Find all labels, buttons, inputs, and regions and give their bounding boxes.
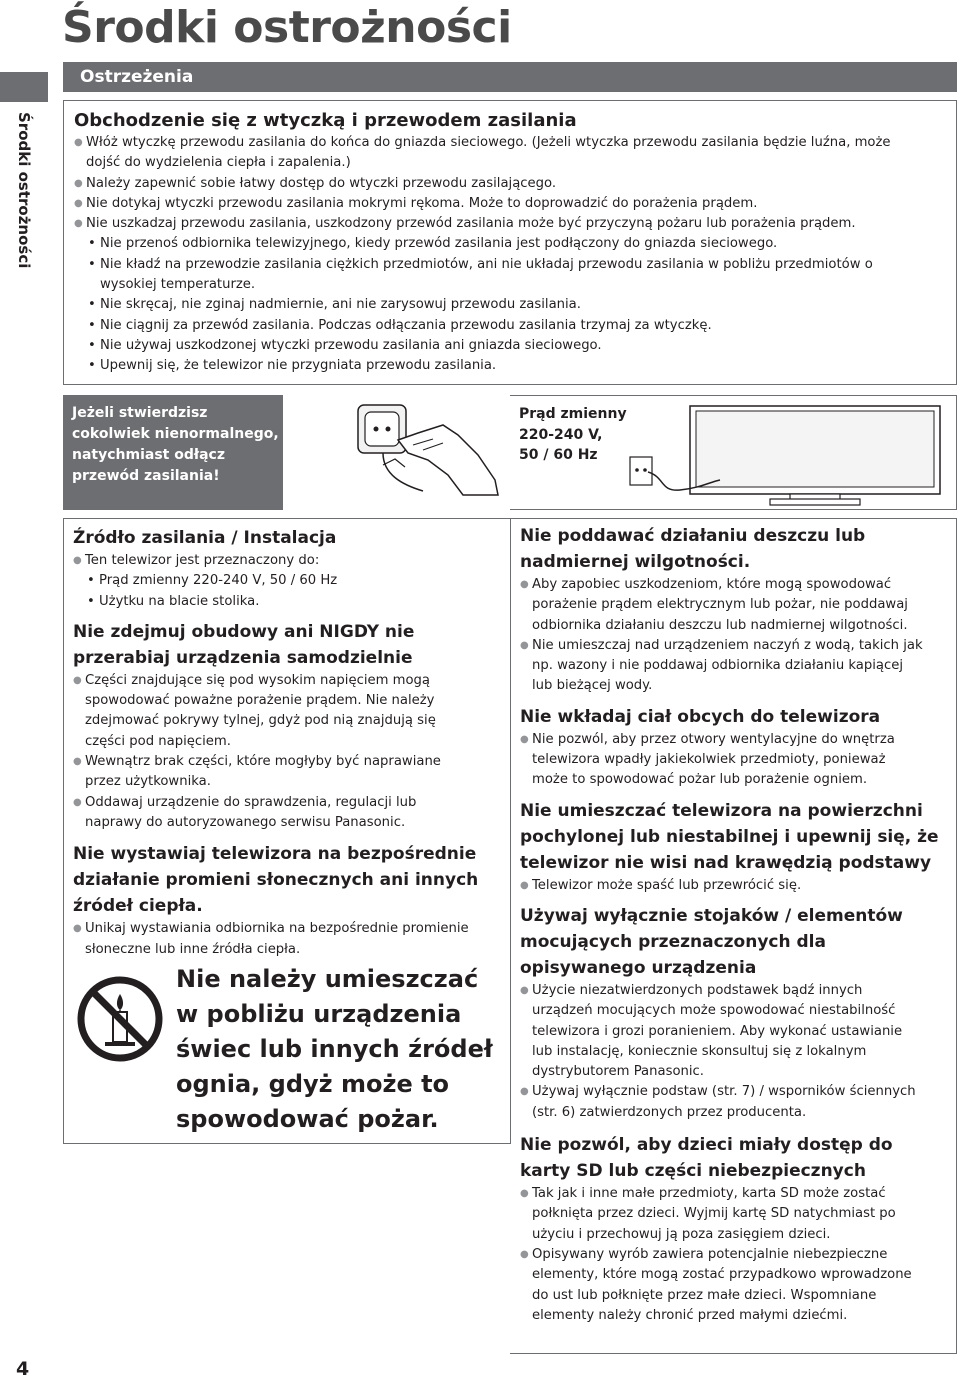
plug-handling-section [63, 100, 957, 385]
list-item: ● Opisywany wyrób zawiera potencjalnie niebezpieczne [520, 1245, 956, 1265]
list-item: ● Należy zapewnić sobie łatwy dostęp do wtyczki przewodu zasilającego. [74, 174, 956, 194]
list-item-cont: (str. 6) zatwierdzonych przez producenta. [532, 1104, 807, 1120]
list-item-cont: zdejmować pokrywy tylnej, gdyż pod nią znajdują się [85, 713, 436, 729]
list-item-cont: np. wazony i nie poddawaj odbiornika działaniu kapiącej [532, 658, 903, 674]
rain-heading: Nie poddawać działaniu deszczu lub nadmiernej wilgotności. [520, 526, 866, 572]
list-item-cont: spowodować poważne porażenie prądem. Nie należy [85, 693, 435, 709]
list-item-cont: odbiornika działaniu deszczu lub nadmiernej wilgotności. [532, 617, 908, 633]
list-item: ● Nie uszkadzaj przewodu zasilania, uszkodzony przewód zasilania może być przyczyną pożaru lub porażenia prądem. [74, 214, 956, 234]
warnings-header: Ostrzeżenia [63, 62, 957, 92]
list-item-cont: do ust lub połknięte przez małe dzieci. Wspomniane [532, 1287, 877, 1303]
list-item-cont: telewizora i grozi poranieniem. Aby wykonać ustawianie [532, 1023, 903, 1039]
sun-heading: Nie wystawiaj telewizora na bezpośrednie działanie promieni słonecznych ani innych źródeł ciepła. [73, 844, 479, 917]
list-item: ● Nie umieszczaj nad urządzeniem naczyń z wodą, takich jak [520, 636, 956, 656]
sub-list-item: • Prąd zmienny 220-240 V, 50 / 60 Hz [73, 571, 510, 591]
power-spec-text: Prąd zmienny 220-240 V, 50 / 60 Hz [519, 406, 627, 463]
sub-list-item-cont: wysokiej temperaturze. [100, 277, 256, 293]
left-column-box [63, 518, 511, 1144]
candle-warning-text: Nie należy umieszczać w pobliżu urządzenia świec lub innych źródeł ognia, gdyż może to spowodować pożar. [176, 964, 493, 1133]
list-item: ● Nie dotykaj wtyczki przewodu zasilania mokrymi rękoma. Może to doprowadzić do porażenia prądem. [74, 194, 956, 214]
sub-list-item: • Użytku na blacie stolika. [73, 592, 510, 612]
list-item: ● Unikaj wystawiania odbiornika na bezpośrednie promienie [73, 919, 510, 939]
list-item-cont: urządzeń mocujących może spowodować niestabilność [532, 1003, 896, 1019]
list-item-cont: słoneczne lub inne źródła ciepła. [85, 941, 301, 957]
slope-heading: Nie umieszczać telewizora na powierzchni pochylonej lub niestabilnej i upewnij się, że telewizor nie wisi nad krawędzią podstawy [520, 800, 939, 873]
sub-list-item: • Nie ciągnij za przewód zasilania. Podczas odłączania przewodu zasilania trzymaj za wtyczkę. [74, 316, 956, 336]
list-item-cont: przez użytkownika. [85, 774, 211, 790]
list-item: ● Używaj wyłącznie podstaw (str. 7) / wsporników ściennych [520, 1082, 956, 1102]
sub-list-item: • Upewnij się, że telewizor nie przygniata przewodu zasilania. [74, 356, 956, 376]
side-section-label: Środki ostrożności [15, 112, 33, 269]
list-item: ● Użycie niezatwierdzonych podstawek bądź innych [520, 981, 956, 1001]
list-item-cont: lub bieżącej wody. [532, 678, 653, 694]
list-item: ● Oddawaj urządzenie do sprawdzenia, regulacji lub [73, 793, 510, 813]
list-item-cont: użyciu i przechowuj ją poza zasięgiem dzieci. [532, 1226, 831, 1242]
list-item-cont: porażenie prądem elektrycznym lub pożar, nie poddawaj [532, 597, 908, 613]
hand-unplugging-icon [283, 395, 510, 510]
candle-warning [73, 964, 510, 1144]
list-item-cont: elementy należy chronić przed małymi dziećmi. [532, 1307, 848, 1323]
page-number: 4 [16, 1358, 30, 1380]
list-item-cont: naprawy do autoryzowanego serwisu Panasonic. [85, 814, 406, 830]
stands-heading: Używaj wyłącznie stojaków / elementów mocujących przeznaczonych dla opisywanego urządzenia [520, 905, 903, 978]
no-candle-icon [75, 974, 165, 1064]
list-item: ● Części znajdujące się pod wysokim napięciem mogą [73, 671, 510, 691]
right-column-box [510, 518, 957, 1354]
list-item-cont: może to spowodować pożar lub porażenie ogniem. [532, 772, 868, 788]
list-item: ● Ten telewizor jest przeznaczony do: [73, 551, 510, 571]
power-spec-panel [510, 395, 957, 510]
abnormal-warning-text: Jeżeli stwierdzisz cokolwiek nienormalnego, natychmiast odłącz przewód zasilania! [72, 405, 279, 484]
list-item: ● Nie pozwól, aby przez otwory wentylacyjne do wnętrza [520, 730, 956, 750]
sub-list-item: • Nie przenoś odbiornika telewizyjnego, kiedy przewód zasilania jest podłączony do gniazda sieciowego. [74, 234, 956, 254]
abnormal-warning-panel [63, 395, 510, 510]
list-item-cont: połknięta przez dzieci. Wyjmij kartę SD natychmiast po [532, 1206, 896, 1222]
list-item-cont: lub instalację, koniecznie skonsultuj się z lokalnym [532, 1043, 867, 1059]
sd-card-heading: Nie pozwól, aby dzieci miały dostęp do karty SD lub części niebezpiecznych [520, 1135, 893, 1182]
list-item-cont: dojść do wydzielenia ciepła i zapalenia.) [86, 155, 351, 171]
side-tab-marker [0, 72, 48, 102]
page-title: Środki ostrożności [62, 2, 512, 53]
sub-list-item: • Nie kładź na przewodzie zasilania ciężkich przedmiotów, ani nie układaj przewodu zasilania w pobliżu przedmiotów o [74, 255, 956, 275]
list-item: ● Tak jak i inne małe przedmioty, karta SD może zostać [520, 1184, 956, 1204]
list-item: ● Wewnątrz brak części, które mogłyby być naprawiane [73, 752, 510, 772]
sub-list-item: • Nie skręcaj, nie zginaj nadmiernie, ani nie zarysowuj przewodu zasilania. [74, 295, 956, 315]
list-item-cont: części pod napięciem. [85, 733, 231, 749]
list-item: ● Włóż wtyczkę przewodu zasilania do końca do gniazda sieciowego. (Jeżeli wtyczka przewodu zasilania będzie luźna, może [74, 133, 956, 153]
power-heading: Źródło zasilania / Instalacja [73, 528, 337, 548]
sub-list-item: • Nie używaj uszkodzonej wtyczki przewodu zasilania ani gniazda sieciowego. [74, 336, 956, 356]
cover-heading: Nie zdejmuj obudowy ani NIGDY nie przerabiaj urządzenia samodzielnie [73, 621, 415, 668]
list-item-cont: elementy, które mogą zostać przypadkowo wprowadzone [532, 1267, 912, 1283]
list-item: ● Aby zapobiec uszkodzeniom, które mogą spowodować [520, 575, 956, 595]
tv-connected-icon [620, 402, 950, 507]
section-heading: Obchodzenie się z wtyczką i przewodem zasilania [74, 110, 577, 131]
list-item-cont: telewizora wpadły jakiekolwiek przedmioty, ponieważ [532, 752, 886, 768]
list-item: ● Telewizor może spaść lub przewrócić się. [520, 876, 956, 896]
list-item-cont: dystrybutorem Panasonic. [532, 1064, 704, 1080]
foreign-objects-heading: Nie wkładaj ciał obcych do telewizora [520, 706, 881, 727]
unplug-illustration [283, 395, 510, 510]
